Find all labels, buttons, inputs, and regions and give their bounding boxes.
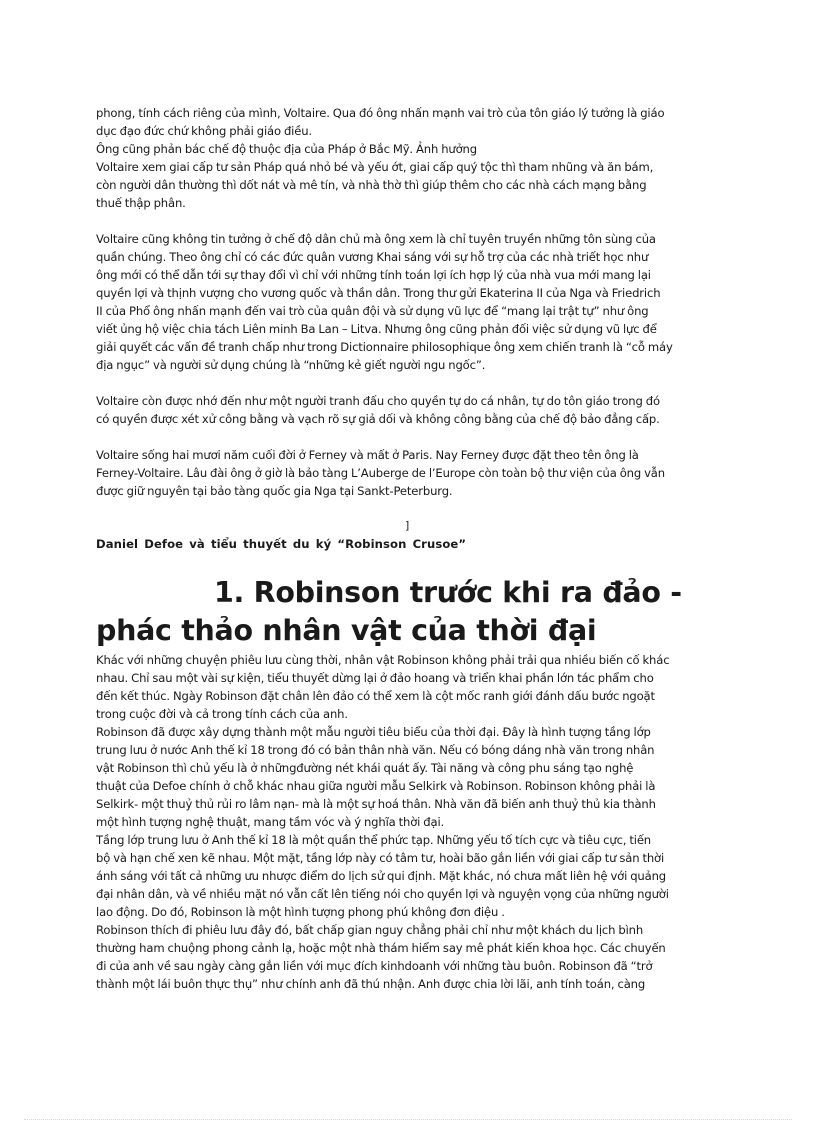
text-line: thường ham chuộng phong cảnh lạ, hoặc một nhà thám hiểm say mê phát kiến khoa học. Các chuyến — [96, 941, 666, 955]
paragraph — [96, 651, 722, 993]
bracket-marker: ] — [405, 519, 410, 532]
page-bottom-rule — [24, 1119, 792, 1120]
text-line: bộ và hạn chế xen kẽ nhau. Một mặt, tầng lớp này có tâm tư, hoài bão gắn liền với giai cấp tư sản thời — [96, 851, 665, 865]
text-line: ông mới có thể dẫn tới sự thay đổi vì chỉ với những tính toán lợi ích hợp lý của nhà vua mới mang lại — [96, 268, 651, 282]
text-line: Voltaire xem giai cấp tư sản Pháp quá nhỏ bé và yếu ớt, giai cấp quý tộc thì tham nhũng và ăn bám, — [96, 160, 654, 174]
text-line: trong cuộc đời và cả trong tính cách của anh. — [96, 707, 348, 721]
text-line: giải quyết các vấn đề tranh chấp như trong Dictionnaire philosophique ông xem chiến tranh là “cỗ máy — [96, 340, 673, 354]
text-line: Voltaire cũng không tin tưởng ở chế độ dân chủ mà ông xem là chỉ tuyên truyền những tôn sùng của — [96, 232, 656, 246]
text-line: còn người dân thường thì dốt nát và mê tín, và nhà thờ thì giúp thêm cho các nhà cách mạng bằng — [96, 178, 647, 192]
chapter-title-line: 1. Robinson trước khi ra đảo - — [214, 576, 682, 609]
text-line: đi của anh về sau ngày càng gắn liền với mục đích kinhdoanh với những tàu buôn. Robinson đã “trở — [96, 959, 653, 973]
text-line: được giữ nguyên tại bảo tàng quốc gia Nga tại Sankt-Peterburg. — [96, 484, 453, 498]
text-line: có quyền được xét xử công bằng và vạch rõ sự giả dối và không công bằng của chế độ bảo đẳng cấp. — [96, 412, 660, 426]
text-line: Ferney-Voltaire. Lâu đài ông ở giờ là bảo tàng L’Auberge de l’Europe còn toàn bộ thư viện của ông vẫn — [96, 466, 665, 480]
body-section-robinson — [96, 651, 722, 993]
text-line: Ông cũng phản bác chế độ thuộc địa của Pháp ở Bắc Mỹ. Ảnh hưởng — [96, 142, 477, 156]
text-line: Voltaire sống hai mươi năm cuối đời ở Ferney và mất ở Paris. Nay Ferney được đặt theo tên ông là — [96, 448, 639, 462]
text-line: Robinson đã được xây dựng thành một mẫu người tiêu biểu của thời đại. Đây là hình tượng tầng lớp — [96, 725, 651, 739]
text-line: II của Phổ ông nhấn mạnh đến vai trò của quân đội và sử dụng vũ lực để “mang lại trật tự” như ông — [96, 304, 649, 318]
chapter-title-line: phác thảo nhân vật của thời đại — [96, 614, 597, 647]
text-line: quần chúng. Theo ông chỉ có các đức quân vương Khai sáng với sự hỗ trợ của các nhà triết học như — [96, 250, 649, 264]
text-line: Tầng lớp trung lưu ở Anh thế kỉ 18 là một quần thể phức tạp. Những yếu tố tích cực và tiêu cực, tiến — [96, 833, 652, 847]
paragraph — [96, 392, 722, 428]
text-line: lao động. Do đó, Robinson là một hình tượng phong phú không đơn điệu . — [96, 905, 505, 919]
paragraph — [96, 446, 722, 500]
text-line: thuế thập phân. — [96, 196, 186, 210]
text-line: đại nhân dân, và về nhiều mặt nó vẫn cất lên tiếng nói cho quyền lợi và nguyện vọng của những người — [96, 887, 669, 901]
text-line: Selkirk- một thuỷ thủ rủi ro lâm nạn- mà là một sự hoá thân. Nhà văn đã biến anh thuỷ thủ kia thành — [96, 797, 656, 811]
text-line: trung lưu ở nước Anh thế kỉ 18 trong đó có bản thân nhà văn. Nếu có bóng dáng nhà văn trong nhân — [96, 743, 655, 757]
text-line: thành một lái buôn thực thụ” như chính anh đã thú nhận. Anh được chia lời lãi, anh tính toán, càng — [96, 977, 646, 991]
text-line: ánh sáng với tất cả những ưu nhược điểm do lịch sử qui định. Mặt khác, nó chưa mất liên hệ với quảng — [96, 869, 666, 883]
text-line: Voltaire còn được nhớ đến như một người tranh đấu cho quyền tự do cá nhân, tự do tôn giáo trong đó — [96, 394, 660, 408]
text-line: Robinson thích đi phiêu lưu đây đó, bất chấp gian nguy chẳng phải chỉ như một khách du lịch bình — [96, 923, 644, 937]
text-line: dục đạo đức chứ không phải giáo điều. — [96, 124, 312, 138]
text-line: thuật của Defoe chính ở chỗ khác nhau giữa người mẫu Selkirk và Robinson. Robinson không phải là — [96, 779, 656, 793]
text-line: một hình tượng nghệ thuật, mang tầm vóc và ý nghĩa thời đại. — [96, 815, 445, 829]
text-line: viết ủng hộ việc chia tách Liên minh Ba Lan – Litva. Nhưng ông cũng phản đối việc sử dụng vũ lực để — [96, 322, 657, 336]
text-line: Khác với những chuyện phiêu lưu cùng thời, nhân vật Robinson không phải trải qua nhiều biến cố khác — [96, 653, 670, 667]
section-heading: Daniel Defoe và tiểu thuyết du ký “Robinson Crusoe” — [96, 537, 467, 551]
text-line: vật Robinson thì chủ yếu là ở nhữngđường nét khái quát ấy. Tài năng và công phu sáng tạo nghệ — [96, 761, 634, 775]
paragraph — [96, 230, 722, 374]
chapter-title — [96, 574, 736, 650]
paragraph — [96, 104, 722, 212]
text-line: phong, tính cách riêng của mình, Voltaire. Qua đó ông nhấn mạnh vai trò của tôn giáo lý tưởng là giáo — [96, 106, 665, 120]
text-line: quyền lợi và thịnh vượng cho vương quốc và thần dân. Trong thư gửi Ekaterina II của Nga và Friedrich — [96, 286, 661, 300]
text-line: địa ngục” và người sử dụng chúng là “những kẻ giết người ngu ngốc”. — [96, 358, 486, 372]
text-line: nhau. Chỉ sau một vài sự kiện, tiểu thuyết dừng lại ở đảo hoang và triển khai phần lớn tác phẩm cho — [96, 671, 654, 685]
body-section-voltaire — [96, 104, 722, 500]
text-line: đến kết thúc. Ngày Robinson đặt chân lên đảo có thể xem là cột mốc ranh giới đánh dấu bước ngoặt — [96, 689, 655, 703]
